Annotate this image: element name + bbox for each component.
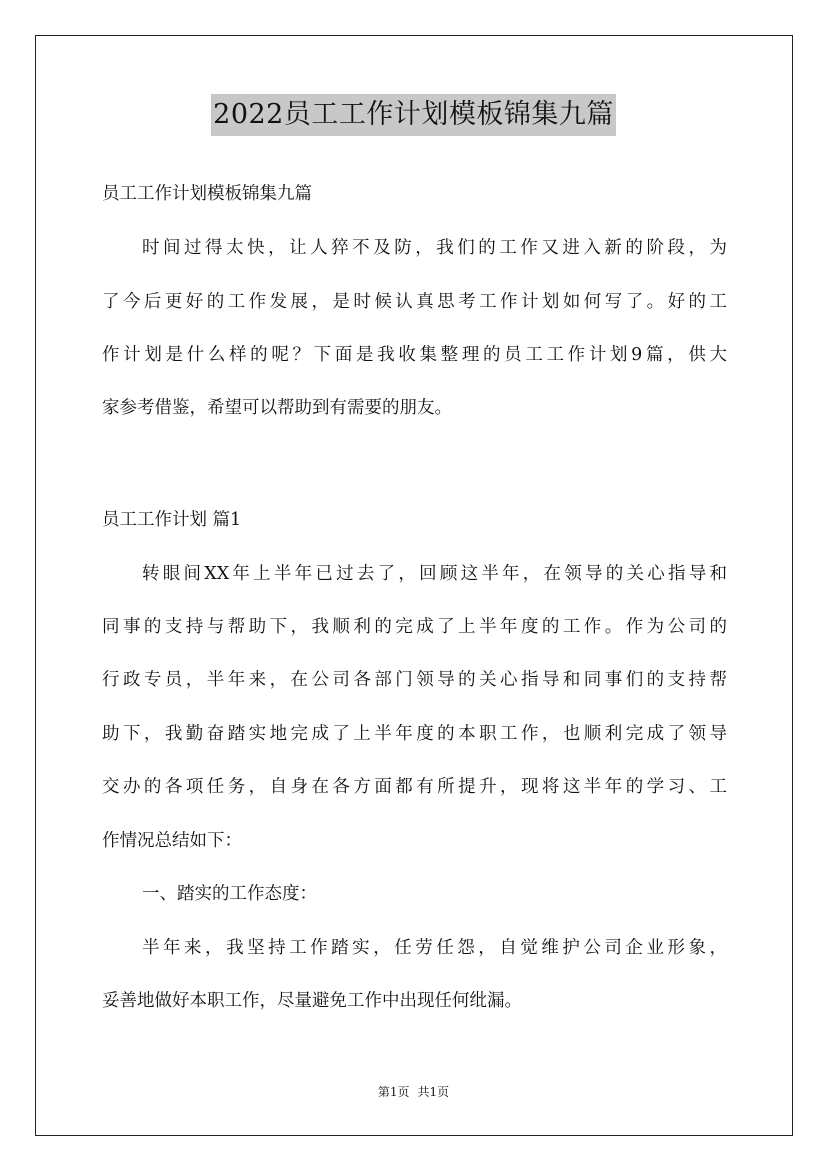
section1-line-2: 同事的支持与帮助下，我顺利的完成了上半年度的工作。作为公司的 — [102, 617, 727, 637]
subheading-1: 一、踏实的工作态度： — [142, 884, 317, 904]
intro-line-3: 作计划是什么样的呢？下面是我收集整理的员工工作计划9篇，供大 — [102, 345, 727, 365]
para2-line-2: 妥善地做好本职工作，尽量避免工作中出现任何纰漏。 — [102, 991, 522, 1011]
section1-line-1: 转眼间XX年上半年已过去了，回顾这半年，在领导的关心指导和 — [142, 564, 727, 584]
section1-line-4: 助下，我勤奋踏实地完成了上半年度的本职工作，也顺利完成了领导 — [102, 724, 727, 744]
intro-line-4: 家参考借鉴，希望可以帮助到有需要的朋友。 — [102, 398, 452, 418]
section-heading: 员工工作计划 篇1 — [102, 510, 242, 530]
section1-line-3: 行政专员，半年来，在公司各部门领导的关心指导和同事们的支持帮 — [102, 670, 727, 690]
document-title: 2022员工工作计划模板锦集九篇 — [211, 94, 616, 136]
document-subtitle: 员工工作计划模板锦集九篇 — [102, 184, 312, 204]
total-pages-label: 共1页 — [417, 1085, 450, 1099]
page-number-label: 第1页 — [377, 1085, 410, 1099]
section1-line-5: 交办的各项任务，自身在各方面都有所提升，现将这半年的学习、工 — [102, 777, 727, 797]
title-container — [0, 94, 827, 136]
section1-line-6: 作情况总结如下： — [102, 831, 242, 851]
para2-line-1: 半年来，我坚持工作踏实，任劳任怨，自觉维护公司企业形象， — [142, 938, 727, 958]
intro-line-1: 时间过得太快，让人猝不及防，我们的工作又进入新的阶段，为 — [142, 238, 727, 258]
page-footer — [0, 1084, 827, 1100]
intro-line-2: 了今后更好的工作发展，是时候认真思考工作计划如何写了。好的工 — [102, 292, 727, 312]
